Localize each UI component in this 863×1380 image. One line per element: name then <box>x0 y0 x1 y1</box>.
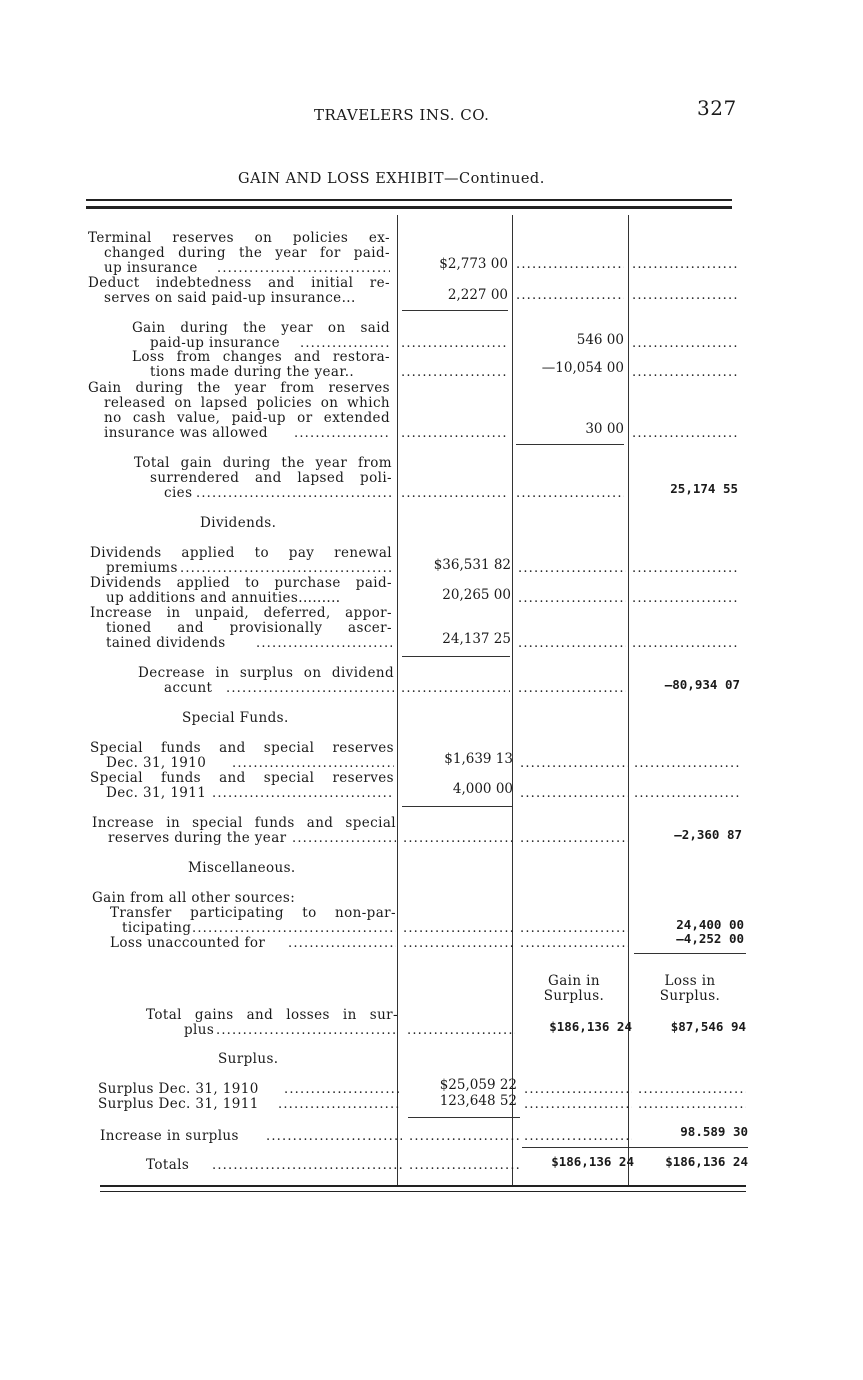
value: 98.589 30 <box>680 1124 748 1139</box>
text-line: insurance was allowed <box>104 425 268 441</box>
value: 546 00 <box>576 332 624 348</box>
leader-dots <box>518 591 626 606</box>
leader-dots <box>632 257 738 272</box>
value: 25,174 55 <box>670 481 738 496</box>
leader-dots <box>401 426 508 441</box>
column-divider-3 <box>628 215 629 1185</box>
text-line: serves on said paid-up insurance... <box>104 290 356 306</box>
value: —10,054 00 <box>541 360 624 376</box>
value: $1,639 13 <box>444 751 513 767</box>
column-head-gain: Gain in <box>548 973 600 989</box>
text-line: Increase in special funds and special <box>92 815 396 831</box>
text-line: Total gain during the year from <box>134 455 392 471</box>
leader-dots <box>401 336 508 351</box>
bottom-rule <box>100 1185 746 1187</box>
section-heading: Surplus. <box>218 1051 279 1067</box>
value-loss: $87,546 94 <box>670 1019 746 1034</box>
subtotal-rule <box>408 1117 520 1118</box>
column-divider-2 <box>512 215 513 1185</box>
subtotal-rule <box>522 1147 748 1148</box>
leader-dots <box>401 486 508 501</box>
value: 20,265 00 <box>442 587 511 603</box>
leader-dots <box>232 756 394 771</box>
leader-dots <box>278 1097 400 1112</box>
text-line: cies <box>164 485 193 501</box>
text-line: Dec. 31, 1910 <box>106 755 207 771</box>
text-line: tained dividends <box>106 635 226 651</box>
value: —2,360 87 <box>674 827 742 842</box>
text-line: paid-up insurance <box>150 335 281 351</box>
leader-dots <box>196 486 392 501</box>
running-title: TRAVELERS INS. CO. <box>314 106 490 124</box>
value: $2,773 00 <box>439 256 508 272</box>
text-line: Totals <box>146 1157 190 1173</box>
text-line: Decrease in surplus on dividend <box>138 665 394 681</box>
leader-dots <box>634 786 740 801</box>
text-line: released on lapsed policies on which <box>104 395 390 411</box>
text-line: no cash value, paid-up or extended <box>104 410 390 426</box>
exhibit-title: GAIN AND LOSS EXHIBIT—Continued. <box>238 171 545 187</box>
text-line: reserves during the year <box>108 830 287 846</box>
leader-dots <box>632 336 738 351</box>
leader-dots <box>403 921 514 936</box>
leader-dots <box>403 831 512 846</box>
text-line: up additions and annuities......... <box>106 590 341 606</box>
leader-dots <box>516 288 624 303</box>
leader-dots <box>518 561 626 576</box>
text-line: Deduct indebtedness and initial re- <box>88 275 390 291</box>
leader-dots <box>520 921 628 936</box>
text-line: up insurance <box>104 260 198 276</box>
text-line: Gain from all other sources: <box>92 890 296 906</box>
value: 24,137 25 <box>442 631 511 647</box>
leader-dots <box>638 1082 746 1097</box>
text-line: Dec. 31, 1911 <box>106 785 207 801</box>
subtotal-rule <box>402 310 508 311</box>
leader-dots <box>401 365 508 380</box>
subtotal-rule <box>516 444 624 445</box>
section-heading: Miscellaneous. <box>188 860 296 876</box>
leader-dots <box>284 1082 400 1097</box>
text-line: plus <box>184 1022 215 1038</box>
text-line: accunt <box>164 680 213 696</box>
text-line: Increase in unpaid, deferred, appor- <box>90 605 392 621</box>
leader-dots <box>409 1158 519 1173</box>
leader-dots <box>401 681 510 696</box>
text-line: Surplus Dec. 31, 1910 <box>98 1081 259 1097</box>
value: —80,934 07 <box>664 677 740 692</box>
top-rule <box>86 199 732 201</box>
leader-dots <box>292 831 396 846</box>
text-line: Transfer participating to non-par- <box>110 905 396 921</box>
text-line: Gain during the year from reserves <box>88 380 390 396</box>
leader-dots <box>226 681 394 696</box>
leader-dots <box>516 486 624 501</box>
text-line: tioned and provisionally ascer- <box>106 620 392 636</box>
subtotal-rule <box>402 806 512 807</box>
leader-dots <box>520 756 628 771</box>
column-divider-1 <box>397 215 398 1185</box>
leader-dots <box>632 288 738 303</box>
section-heading: Dividends. <box>200 515 277 531</box>
text-line: changed during the year for paid- <box>104 245 390 261</box>
bottom-rule-thin <box>100 1191 746 1192</box>
value: 30 00 <box>585 421 624 437</box>
column-head-gain: Surplus. <box>543 988 605 1004</box>
text-line: ticipating <box>122 920 192 936</box>
subtotal-rule <box>402 656 510 657</box>
leader-dots <box>216 1023 398 1038</box>
leader-dots <box>632 426 738 441</box>
leader-dots <box>524 1129 632 1144</box>
top-rule-thick <box>86 206 732 209</box>
text-line: surrendered and lapsed poli- <box>150 470 392 486</box>
text-line: Total gains and losses in sur- <box>146 1007 398 1023</box>
page-number: 327 <box>697 96 737 120</box>
text-line: tions made during the year.. <box>150 364 355 380</box>
text-line: Special funds and special reserves <box>90 740 394 756</box>
leader-dots <box>520 936 628 951</box>
leader-dots <box>518 636 626 651</box>
text-line: premiums <box>106 560 178 576</box>
leader-dots <box>288 936 396 951</box>
text-line: Increase in surplus <box>100 1128 239 1144</box>
leader-dots <box>524 1097 632 1112</box>
value: —4,252 00 <box>676 931 744 946</box>
leader-dots <box>212 786 394 801</box>
leader-dots <box>403 936 514 951</box>
value: 2,227 00 <box>447 287 508 303</box>
section-heading: Special Funds. <box>182 710 289 726</box>
text-line: Dividends applied to purchase paid- <box>90 575 392 591</box>
value-gain: $186,136 24 <box>551 1154 634 1169</box>
column-head-loss: Loss in <box>664 973 716 989</box>
value: 123,648 52 <box>439 1093 517 1109</box>
text-line: Loss unaccounted for <box>110 935 266 951</box>
value: 4,000 00 <box>452 781 513 797</box>
leader-dots <box>632 365 738 380</box>
leader-dots <box>212 1158 402 1173</box>
leader-dots <box>638 1097 746 1112</box>
text-line: Dividends applied to pay renewal <box>90 545 392 561</box>
subtotal-rule <box>634 953 746 954</box>
text-line: Terminal reserves on policies ex- <box>88 230 390 246</box>
leader-dots <box>294 426 390 441</box>
text-line: Loss from changes and restora- <box>132 349 390 365</box>
leader-dots <box>632 636 738 651</box>
value-gain: $186,136 24 <box>549 1019 632 1034</box>
leader-dots <box>409 1129 519 1144</box>
leader-dots <box>407 1023 515 1038</box>
leader-dots <box>634 756 740 771</box>
leader-dots <box>520 831 628 846</box>
value: $36,531 82 <box>433 557 511 573</box>
leader-dots <box>217 261 390 276</box>
leader-dots <box>180 561 392 576</box>
value: 24,400 00 <box>676 917 744 932</box>
leader-dots <box>266 1129 402 1144</box>
leader-dots <box>518 681 626 696</box>
leader-dots <box>256 636 392 651</box>
leader-dots <box>192 921 396 936</box>
leader-dots <box>516 257 624 272</box>
text-line: Gain during the year on said <box>132 320 390 336</box>
text-line: Special funds and special reserves <box>90 770 394 786</box>
text-line: Surplus Dec. 31, 1911 <box>98 1096 259 1112</box>
leader-dots <box>632 591 738 606</box>
value-loss: $186,136 24 <box>665 1154 748 1169</box>
column-head-loss: Surplus. <box>659 988 721 1004</box>
leader-dots <box>632 561 738 576</box>
leader-dots <box>524 1082 632 1097</box>
leader-dots <box>520 786 628 801</box>
value: $25,059 22 <box>439 1077 517 1093</box>
